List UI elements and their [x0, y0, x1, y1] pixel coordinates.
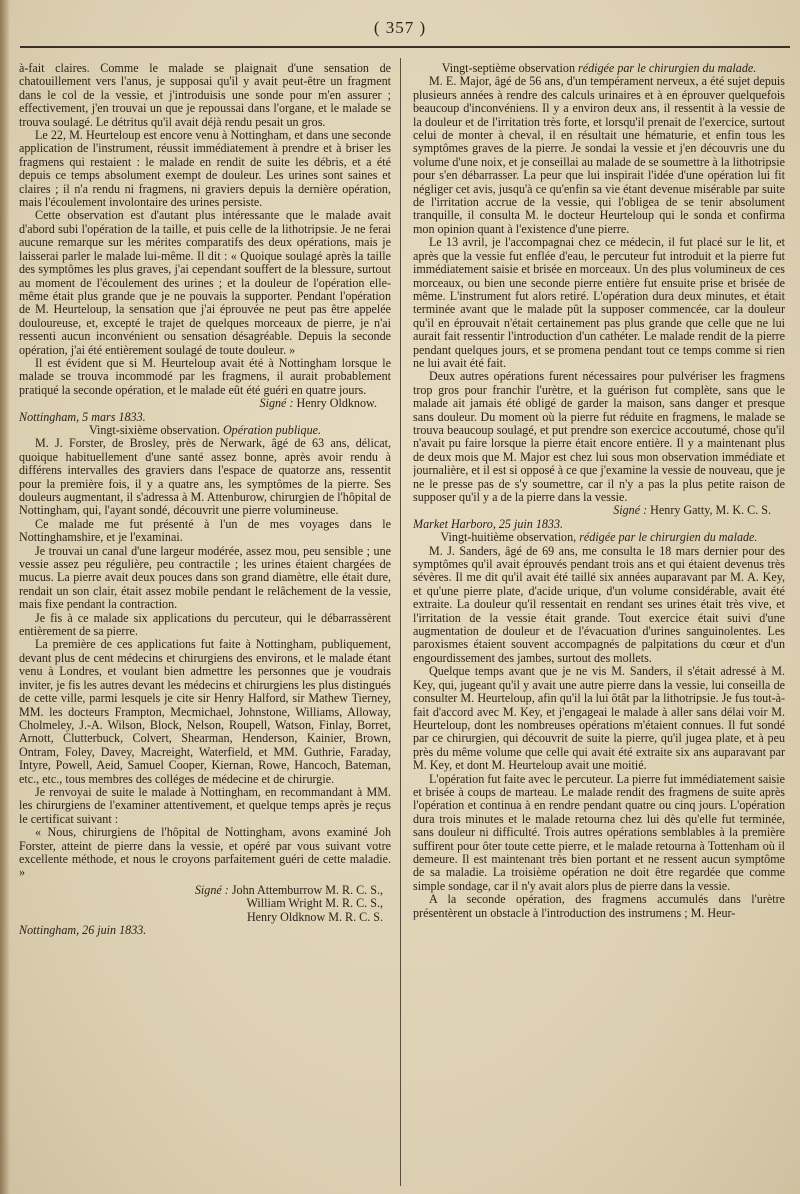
page-number: ( 357 ) — [373, 18, 427, 37]
signature-name: Henry Gatty, M. K. C. S. — [650, 503, 771, 518]
paragraph: Il est évident que si M. Heurteloup avait été à Nottingham lorsque le malade se trouva incommodé par les fragmens, il aurait probablement pratiqué la seconde opération, et le malade eût été guéri en quatre jours. — [19, 355, 391, 397]
place-and-date: Nottingham, 5 mars 1833. — [19, 409, 146, 424]
signature-name: William Wright M. R. C. S., — [246, 896, 383, 911]
left-column — [19, 62, 391, 1188]
observation-heading — [413, 62, 785, 75]
page-binding-edge — [0, 0, 10, 1194]
signature-label: Signé : — [259, 396, 294, 411]
signature-label: Signé : — [613, 503, 648, 518]
signature-name: Henry Oldknow M. R. C. S. — [246, 909, 383, 924]
paragraph: Le 22, M. Heurteloup est encore venu à Nottingham, et dans une seconde application de l'instrument, réussit immédiatement à prendre et à briser les fragmens qui restaient : le malade en rendit de suite les débris, et a été depuis ce temps absolument exempt de douleur. Les urines sont saines et claires ; il n'a rendu ni fragmens, ni graviers depuis la dernière opération, mais l'écoulement involontaire des urines persiste. — [19, 128, 391, 210]
heading-title: Vingt-huitième observation, — [440, 530, 577, 545]
heading-title: Vingt-septième observation — [441, 62, 575, 75]
paragraph: La première de ces applications fut faite à Nottingham, publiquement, devant plus de cent médecins et chirurgiens des environs, et le malade étant venu à Londres, et voulant bien admettre les personnes que je voudrais inviter, je fis les autres devant les médecins et chirurgiens les plus distingués de cette ville, parmi lesquels je cite sir Henry Halford, sir Mathew Tierney, MM. les docteurs Frampton, Mecmichael, Johnstone, Williams, Alloway, Cholmeley, J.-A. Wilson, Block, Nelson, Roupell, Watson, Finlay, Borret, Arnott, Clutterbuck, Colvert, Shearman, Henderson, Kainier, Brown, Ontram, Foley, Davey, Macreight, Waterfield, et MM. Guthrie, Faraday, Intyre, Powell, Aeid, Samuel Cooper, Kiernan, Rowe, Hancoch, Bateman, etc., etc., tous membres des colléges de médecine et de chirurgie. — [19, 637, 391, 786]
paragraph: M. J. Forster, de Brosley, près de Nerwark, âgé de 63 ans, délicat, quoique habituellement d'une santé assez bonne, après avoir rendu à différens intervalles des graviers dans l'espace de quatorze ans, ressentit pour la première fois, il y a quatre ans, les symptômes de la pierre. Ses douleurs augmentant, il s'adressa à M. Attenburow, chirurgien de l'hôpital de Nottingham, qui, l'ayant sondé, découvrit une pierre volumineuse. — [19, 436, 391, 518]
paragraph: « Nous, chirurgiens de l'hôpital de Nottingham, avons examiné Joh Forster, atteint de pierre dans la vessie, et opéré par vous suivant votre excellente méthode, et nous le croyons parfaitement guéri de cette maladie. » — [19, 825, 391, 880]
right-column — [413, 62, 785, 1188]
place-and-date — [413, 518, 785, 531]
observation-heading — [19, 424, 391, 437]
signature-name: John Attemburrow M. R. C. S., — [231, 882, 383, 897]
observation-heading — [413, 531, 785, 544]
header-rule — [20, 46, 790, 48]
signature — [19, 397, 391, 410]
column-divider — [400, 58, 401, 1186]
heading-subtitle: rédigée par le chirurgien du malade. — [579, 530, 758, 545]
paragraph: Je fis à ce malade six applications du percuteur, qui le débarrassèrent entièrement de sa pierre. — [19, 610, 391, 639]
paragraph: A la seconde opération, des fragmens accumulés dans l'urètre présentèrent un obstacle à l'introduction des instrumens ; M. Heur- — [413, 892, 785, 920]
paragraph: Cette observation est d'autant plus intéressante que le malade avait d'abord subi l'opération de la taille, et puis celle de la lithotripsie. Je ne ferai aucune remarque sur les mérites comparatifs des deux opérations, mais je laisserai parler le malade lui-même. Il dit : « Quoique soulagé après la taille des symptômes les plus graves, j'ai cependant souffert de la blessure, surtout au moment de l'écoulement des urines ; et la douleur de l'opération elle-même était plus grande que je ne pouvais la supporter. Pendant l'opération de M. Heurteloup, la sensation que j'ai éprouvée ne peut pas être appelée douloureuse, et, excepté le trajet de quelques morceaux de pierre, je n'ai ressenti aucun inconvénient ou sensation désagréable. Depuis la seconde opération, j'ai été entièrement soulagé de toute douleur. » — [19, 208, 391, 357]
paragraph: Le 13 avril, je l'accompagnai chez ce médecin, il fut placé sur le lit, et après que la vessie fut enflée d'eau, le percuteur fut introduit et la pierre fut immédiatement saisie et brisée en morceaux. Un des plus volumineux de ces morceaux, ou bien une seconde pierre entière fut ensuite prise et brisée de même. L'instrument fut alors retiré. L'opération dura deux minutes, et était terminée avant que le malade pût la supposer commencée, car la douleur qu'il en éprouvait n'était certainement pas plus grande que celle que ne lui aurait fait ressentir l'introduction d'un cathéter. Le malade rendit de la pierre pendant quelques jours, et se promena pendant tout ce temps comme si rien ne lui avait été fait. — [413, 235, 785, 370]
place-and-date — [19, 924, 391, 937]
paragraph: Je trouvai un canal d'une largeur modérée, assez mou, peu sensible ; une vessie assez peu régulière, peu contractile ; les urines étaient chargées de mucus. La pierre avait deux pouces dans son grand diamètre, elle était dure, rendait un son clair, était assez mobile pendant le relâchement de la vessie, mais fixe pendant la contraction. — [19, 543, 391, 612]
signature — [413, 504, 785, 517]
signature-line — [19, 911, 391, 924]
heading-title: Vingt-sixième observation. — [88, 422, 220, 437]
place-and-date-text: Market Harboro, 25 juin 1833. — [413, 516, 564, 531]
paragraph: Ce malade me fut présenté à l'un de mes voyages dans le Nottinghamshire, et je l'examinai. — [19, 516, 391, 545]
paragraph: L'opération fut faite avec le percuteur. La pierre fut immédiatement saisie et brisée à coups de marteau. Le malade rendit des fragmens de suite après l'opération et continua à en rendre pendant quatre ou cinq jours. L'opération dura trois minutes et le malade retourna chez lui dès qu'elle fut terminée, sans douleur ni difficulté. Trois autres opérations semblables à la première suffirent pour ôter toute cette pierre, et le malade retourna à Tottenham où il demeure. Il est maintenant très bien portant et ne ressent aucun symptôme de sa maladie. La troisième opération ne doit être regardée que comme simple sondage, car il n'y avait alors plus de pierre dans la vessie. — [413, 771, 785, 893]
signature-label: Signé : — [194, 882, 229, 897]
signature-line — [19, 884, 391, 897]
paragraph: à-fait claires. Comme le malade se plaignait d'une sensation de chatouillement vers l'anus, je supposai qu'il y avait peut-être un fragment dans le col de la vessie, et j'introduisis une sonde pour m'en assurer ; effectivement, j'en trouvai un que je repoussai dans l'organe, et le malade se trouva soulagé. Le détritus qu'il avait déjà rendu pesait un gros. — [19, 62, 391, 129]
paragraph: Deux autres opérations furent nécessaires pour pulvériser les fragmens trop gros pour franchir l'urètre, et la guérison fut complète, sans que le malade ait jamais été obligé de garder la maison, sans danger et presque sans douleur. Du moment où la pierre fut réduite en fragmens, le malade se trouva beaucoup soulagé, et put prendre son exercice accoutumé, chose qu'il n'avait pu faire lorsque la pierre était encore entière. Il y a maintenant plus de deux mois que M. Major est chez lui sous mon observation immédiate et journalière, et il est si opposé à ce que j'examine la vessie de nouveau, que je ne le presse pas de s'y soumettre, car il n'y a pas la plus petite raison de supposer qu'il y a de la pierre dans la vessie. — [413, 369, 785, 504]
paragraph: Je renvoyai de suite le malade à Nottingham, en recommandant à MM. les chirurgiens de l'examiner attentivement, et quelque temps après je reçus le certificat suivant : — [19, 784, 391, 826]
paragraph: Quelque temps avant que je ne vis M. Sanders, il s'était adressé à M. Key, qui, jugeant qu'il y avait une autre pierre dans la vessie, lui conseilla de consulter M. Heurteloup, afin qu'il la lui ôtât par la lithotripsie. Je fus tout-à-fait d'accord avec M. Key, et j'engageai le malade à aller sans délai voir M. Heurteloup, dont les nombreuses opérations m'étaient connues. Il fut sondé par ce chirurgien, qui découvrit de suite la pierre, qu'il jugea plate, et à peu près du même volume que celle qui avait été extraite six ans auparavant par M. Key, et dont M. Heurteloup avait une moitié. — [413, 664, 785, 773]
heading-subtitle: Opération publique. — [222, 422, 322, 437]
paragraph: M. J. Sanders, âgé de 69 ans, me consulta le 18 mars dernier pour des symptômes qu'il avait éprouvés pendant trois ans et qui étaient devenus très sévères. Il me dit qu'il avait été taillé six années auparavant par M. A. Key, et qu'une pierre plate, d'acide urique, d'un volume considérable, avait été extraite. La douleur qu'il ressentait en rendant ses urines était très vive, et l'irritation de la vessie était grande. Tout exercice était suivi d'une augmentation de douleur et de l'évacuation d'urines sanguinolentes. Les paroxismes étaient souvent accompagnés de palpitations du cœur et d'un engourdissement des jambes, surtout des mollets. — [413, 543, 785, 665]
heading-subtitle: rédigée par le chirurgien du malade. — [578, 62, 757, 75]
place-and-date-text: Nottingham, 26 juin 1833. — [19, 923, 147, 937]
signature-name: Henry Oldknow. — [296, 396, 377, 411]
paragraph: M. E. Major, âgé de 56 ans, d'un tempérament nerveux, a été sujet depuis plusieurs années à rendre des calculs urinaires et à en éprouver quelquefois beaucoup d'inconvéniens. Il y a environ deux ans, il ressentit à la vessie de la douleur et de l'irritation très forte, et lorsqu'il prenait de l'exercice, surtout celui de monter à cheval, il en résultait une hématurie, et enfin tous les symptômes graves de la pierre. Je sondai la vessie et j'en découvris une du volume d'une noix, et je conseillai au malade de se soumettre à la lithotripsie pour s'en débarrasser. La peur que lui inspirait l'idée d'une opération lui fit négliger cet avis, jusqu'à ce qu'enfin sa vie étant devenue misérable par suite de l'irritation accrue de la vessie, qui l'obligea de se tenir absolument tranquille, il consulta M. le docteur Heurteloup qui le sonda et confirma mon opinion quant à l'existence d'une pierre. — [413, 74, 785, 236]
signature-block — [19, 884, 391, 924]
signature-line — [19, 897, 391, 910]
